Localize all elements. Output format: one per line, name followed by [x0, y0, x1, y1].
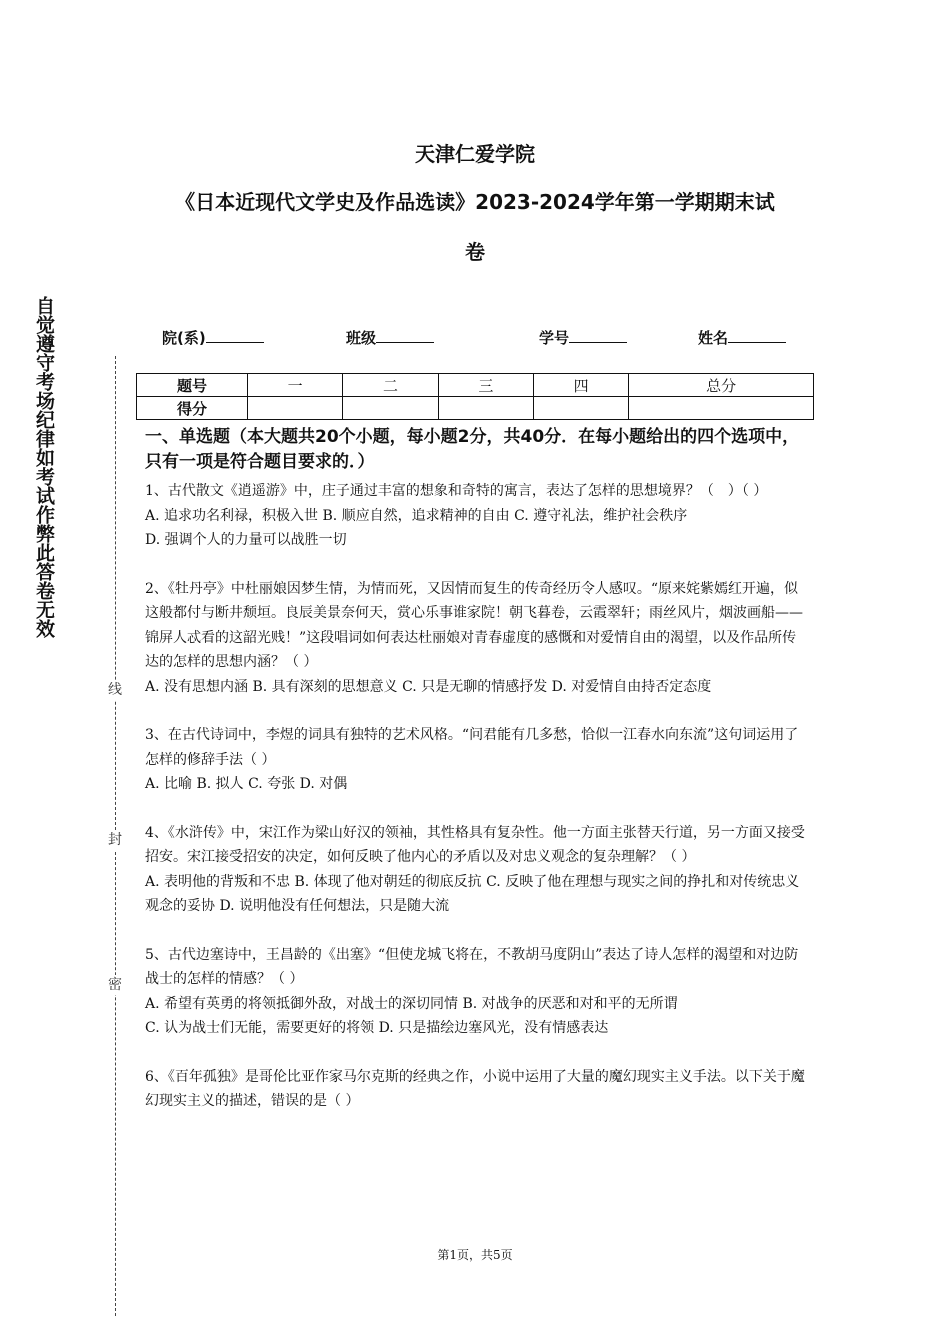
- section-1-heading: 一、单选题（本大题共20个小题，每小题2分，共40分．在每小题给出的四个选项中，只有一项是符合题目要求的．）: [145, 427, 800, 472]
- question-stem: 4、《水浒传》中，宋江作为梁山好汉的领袖，其性格具有复杂性。他一方面主张替天行道，另一方面又接受招安。宋江接受招安的决定，如何反映了他内心的矛盾以及对忠义观念的复杂理解？（ ）: [145, 824, 805, 865]
- score-table-score-row: [137, 397, 814, 420]
- name-blank[interactable]: [728, 326, 786, 343]
- score-cell-1[interactable]: [248, 397, 343, 420]
- binding-label-line: 线: [105, 680, 125, 700]
- question-stem: 1、古代散文《逍遥游》中，庄子通过丰富的想象和奇特的寓言，表达了怎样的思想境界？（ ）（ ）: [145, 483, 768, 499]
- score-label: 得分: [137, 397, 248, 420]
- question-options: A. 比喻 B. 拟人 C. 夸张 D. 对偶: [145, 776, 348, 792]
- score-col-1: 一: [248, 374, 343, 397]
- class-blank[interactable]: [376, 326, 434, 343]
- score-cell-2[interactable]: [343, 397, 438, 420]
- question-options: D. 强调个人的力量可以战胜一切: [145, 532, 347, 548]
- question-number-label: 题号: [137, 374, 248, 397]
- exam-title-line2: 卷: [465, 240, 485, 264]
- score-cell-total[interactable]: [629, 397, 814, 420]
- question-options: A. 没有思想内涵 B. 具有深刻的思想意义 C. 只是无聊的情感抒发 D. 对爱情自由持否定态度: [145, 678, 712, 695]
- exam-discipline-notice: 自觉遵守考场纪律如考试作弊此答卷无效: [33, 296, 55, 638]
- score-col-4: 四: [533, 374, 628, 397]
- student-id-label: 学号: [539, 329, 570, 347]
- class-label: 班级: [346, 329, 377, 347]
- question-options: A. 追求功名利禄，积极入世 B. 顺应自然，追求精神的自由 C. 遵守礼法，维护社会秩序: [145, 507, 688, 524]
- score-col-total: 总分: [629, 374, 814, 397]
- class-field: [346, 326, 434, 348]
- questions-area: [145, 425, 810, 1114]
- score-col-3: 三: [438, 374, 533, 397]
- dept-field: [162, 326, 264, 348]
- student-id-blank[interactable]: [569, 326, 627, 343]
- school-name: 天津仁爱学院: [415, 142, 535, 166]
- question-stem: 2、《牡丹亭》中杜丽娘因梦生情，为情而死，又因情而复生的传奇经历令人感叹。“原来姹紫嫣红开遍，似这般都付与断井颓垣。良辰美景奈何天，赏心乐事谁家院！朝飞暮卷，云霞翠轩；雨丝风片，烟波画船——锦屏人忒看的这韶光贱！”这段唱词如何表达杜丽娘对青春虚度的感慨和对爱情自由的渴望，以及作品所传达的怎样的思想内涵？（ ）: [145, 580, 803, 670]
- score-col-2: 二: [343, 374, 438, 397]
- binding-label-secret: 密: [105, 975, 125, 995]
- dept-blank[interactable]: [206, 326, 264, 343]
- dept-label: 院(系): [162, 329, 206, 347]
- score-cell-3[interactable]: [438, 397, 533, 420]
- question-stem: 6、《百年孤独》是哥伦比亚作家马尔克斯的经典之作，小说中运用了大量的魔幻现实主义手法。以下关于魔幻现实主义的描述，错误的是（ ）: [145, 1068, 805, 1109]
- name-field: [698, 326, 786, 348]
- binding-label-seal: 封: [105, 830, 125, 850]
- page-number: 第1页，共5页: [437, 1248, 513, 1262]
- question-options: A. 希望有英勇的将领抵御外敌，对战士的深切同情 B. 对战争的厌恶和对和平的无所谓: [145, 995, 678, 1012]
- exam-title-line1: 《日本近现代文学史及作品选读》2023-2024学年第一学期期末试: [175, 190, 775, 214]
- score-cell-4[interactable]: [533, 397, 628, 420]
- score-table: [136, 373, 814, 420]
- student-id-field: [539, 326, 627, 348]
- question-options: C. 认为战士们无能，需要更好的将领 D. 只是描绘边塞风光，没有情感表达: [145, 1020, 609, 1036]
- question-stem: 5、古代边塞诗中，王昌龄的《出塞》“但使龙城飞将在，不教胡马度阴山”表达了诗人怎样的渴望和对边防战士的怎样的情感？（ ）: [145, 946, 799, 987]
- score-table-header-row: [137, 374, 814, 397]
- question-options: A. 表明他的背叛和不忠 B. 体现了他对朝廷的彻底反抗 C. 反映了他在理想与现实之间的挣扎和对传统忠义观念的妥协 D. 说明他没有任何想法，只是随大流: [145, 873, 800, 914]
- name-label: 姓名: [698, 329, 729, 347]
- question-stem: 3、在古代诗词中，李煜的词具有独特的艺术风格。“问君能有几多愁，恰似一江春水向东流”这句词运用了怎样的修辞手法（ ）: [145, 727, 799, 768]
